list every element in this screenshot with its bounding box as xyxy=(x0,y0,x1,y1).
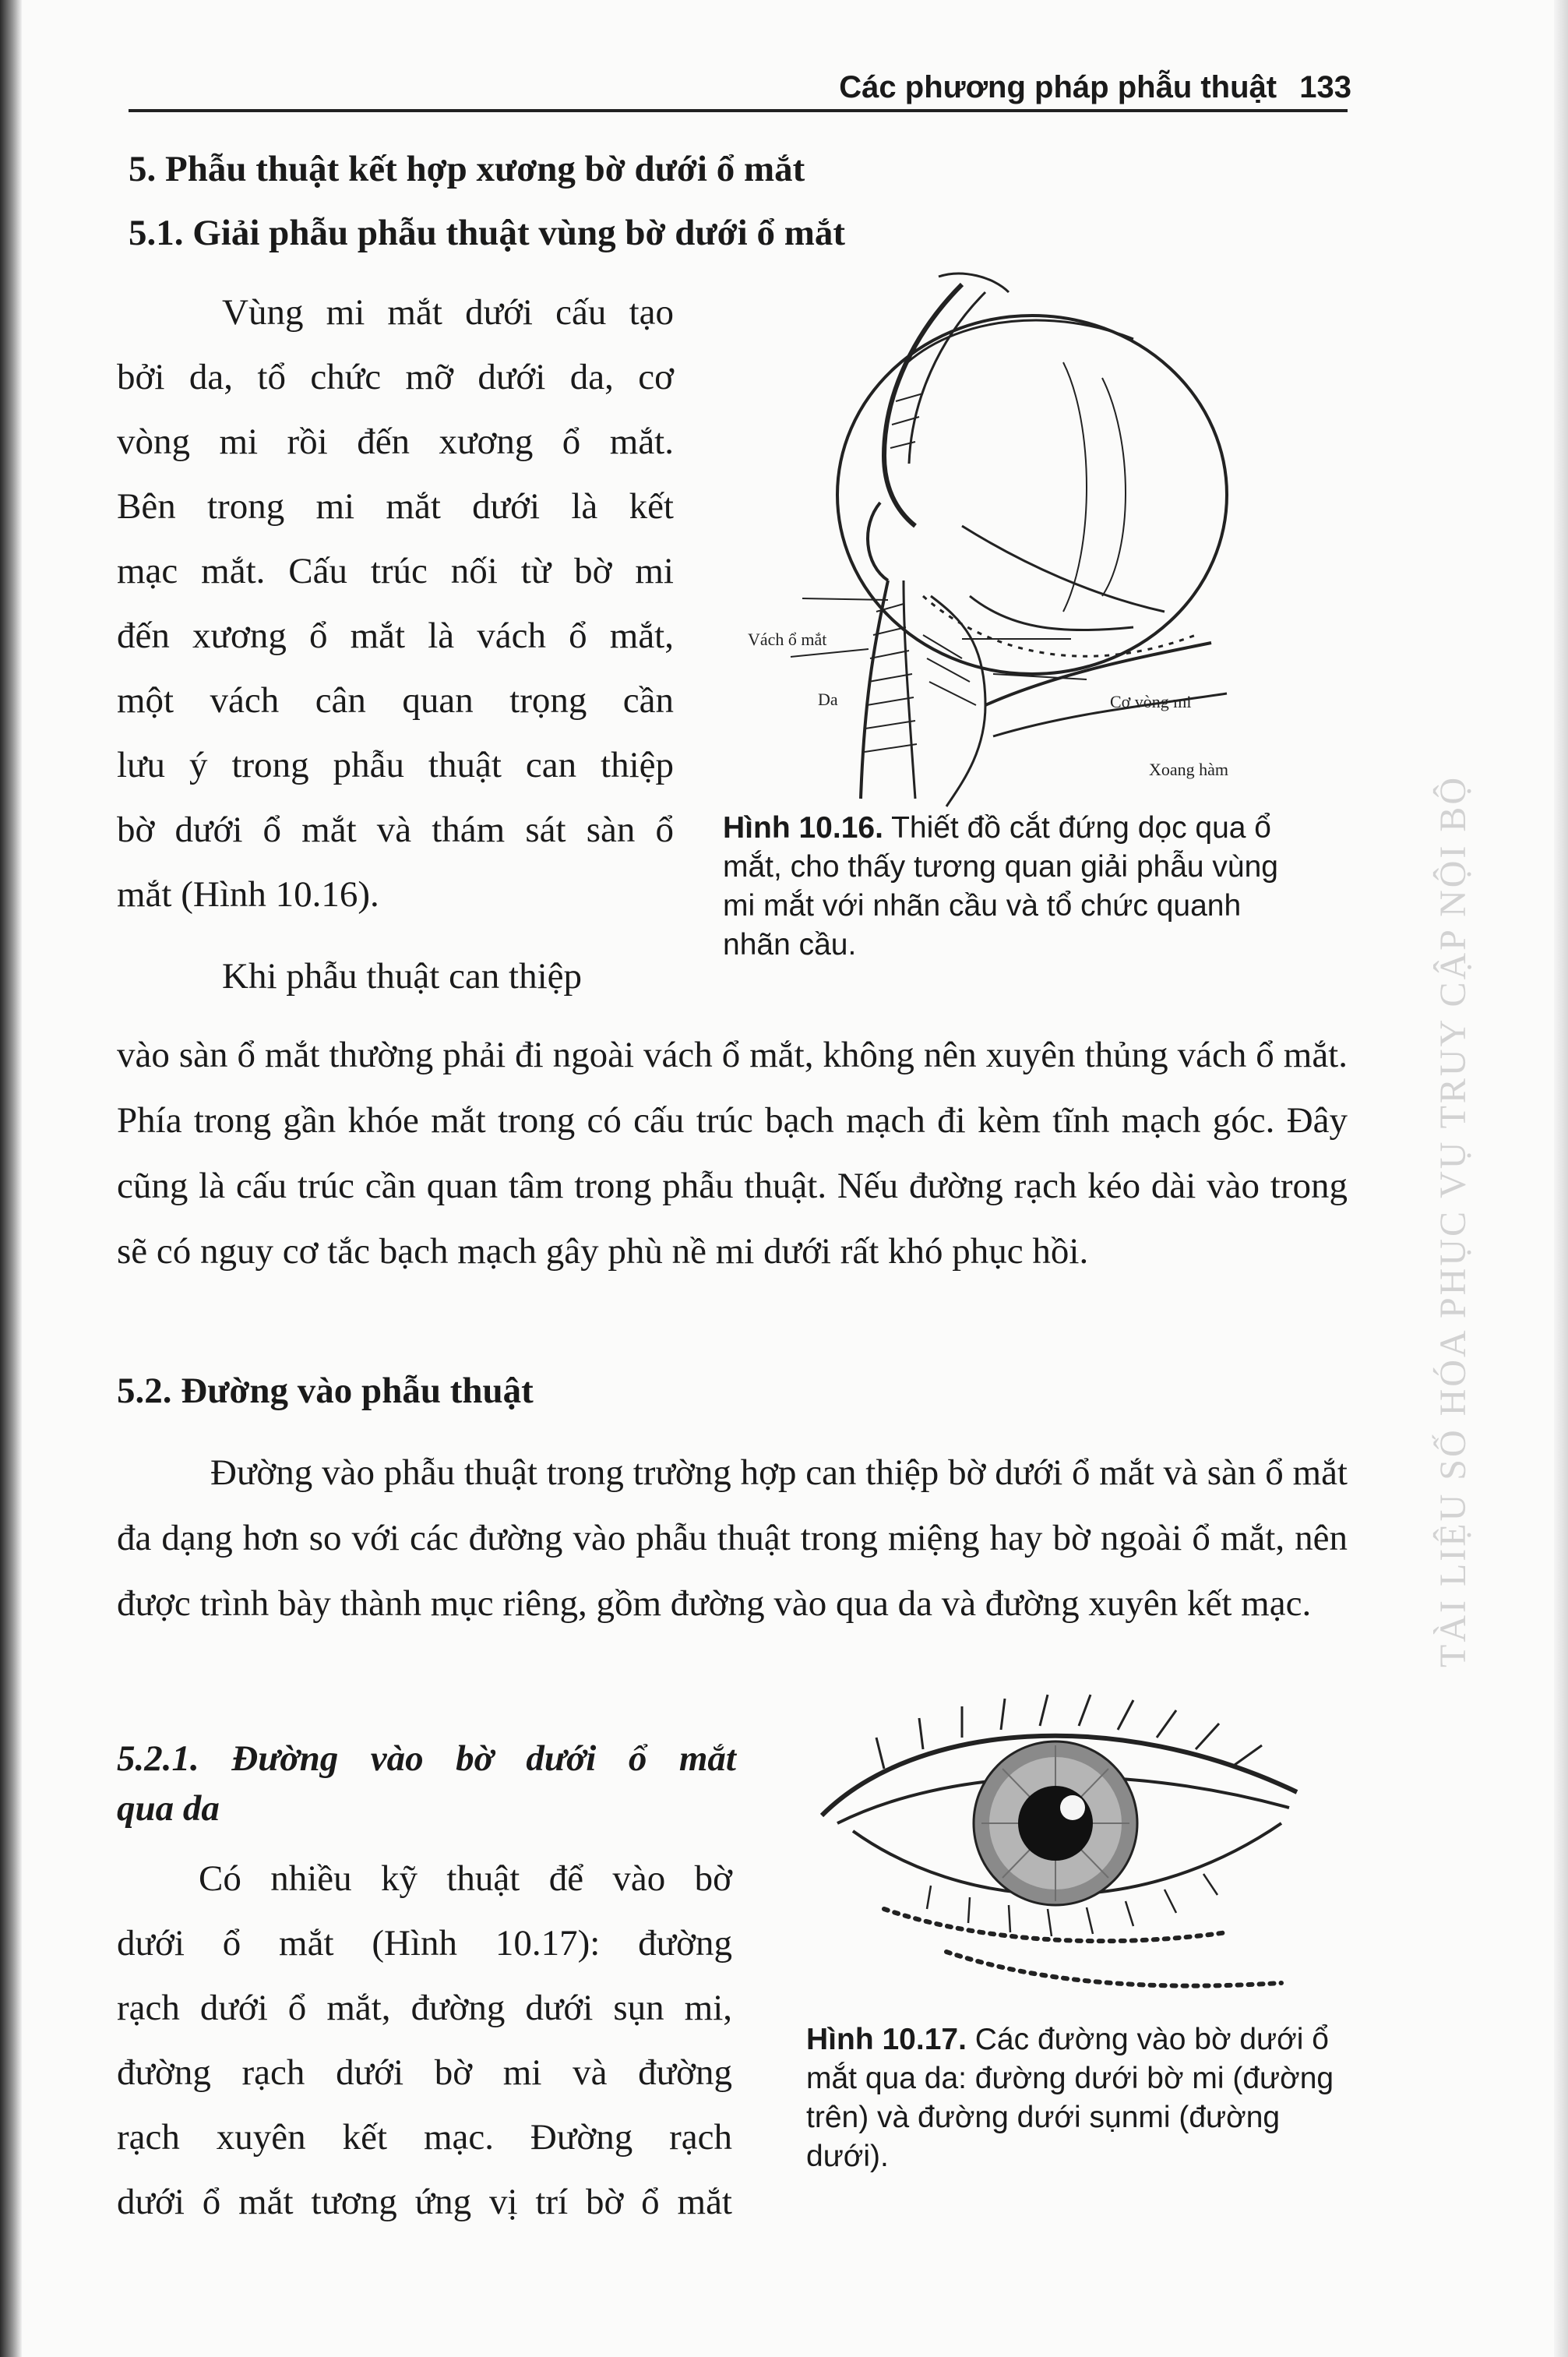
section-5-1-continued: vào sàn ổ mắt thường phải đi ngoài vách ổ mắt, không nên xuyên thủng vách ổ mắt. Phía trong gần khóe mắt trong có cấu trúc bạch mạch đi kèm tĩnh mạch góc. Đây cũng là cấu trúc cần quan tâm trong phẫu thuật. Nếu đường rạch kéo dài vào trong sẽ có nguy cơ tắc bạch mạch gây phù nề mi dưới rất khó phục hồi. xyxy=(117,1035,1348,1272)
caption-text: Các đường vào bờ dưới ổ mắt qua da: đường dưới bờ mi (đường trên) và đường dưới sụnmi (đường dưới). xyxy=(806,2023,1334,2173)
figure-10-17-caption xyxy=(806,2020,1336,2176)
section-5-2-body: Đường vào phẫu thuật trong trường hợp can thiệp bờ dưới ổ mắt và sàn ổ mắt đa dạng hơn so với các đường vào phẫu thuật trong miệng hay bờ ngoài ổ mắt, nên được trình bày thành mục riêng, gồm đường vào qua da và đường xuyên kết mạc. xyxy=(117,1452,1348,1624)
text-line: dưới ổ mắt (Hình 10.17): đường xyxy=(117,1923,732,1964)
section-5-1-title: 5.1. Giải phẫu phẫu thuật vùng bờ dưới ổ mắt xyxy=(129,213,846,253)
text-line: bờ dưới ổ mắt và thám sát sàn ổ xyxy=(117,810,674,850)
text-line: dưới ổ mắt tương ứng vị trí bờ ổ mắt xyxy=(117,2182,732,2222)
text-line: Khi phẫu thuật can thiệp xyxy=(222,956,583,997)
section-5-2-1-title-line: qua da xyxy=(117,1788,220,1829)
label-septum: Vách ổ mắt xyxy=(748,630,827,649)
figure-10-16-caption xyxy=(723,809,1315,965)
figure-10-17-eye-illustration xyxy=(791,1675,1336,2018)
text-line: Bên trong mi mắt dưới là kết xyxy=(117,486,674,527)
caption-text: Thiết đồ cắt đứng dọc qua ổ mắt, cho thấy tương quan giải phẫu vùng mi mắt với nhãn cầu và tổ chức quanh nhãn cầu. xyxy=(723,811,1278,962)
figure-10-16-diagram xyxy=(728,269,1320,814)
text-line: Vùng mi mắt dưới cấu tạo xyxy=(222,292,674,333)
text-line: lưu ý trong phẫu thuật can thiệp xyxy=(117,745,674,785)
running-header xyxy=(0,70,1351,105)
section-5-2-1-title-line: 5.2.1. Đường vào bờ dưới ổ mắt xyxy=(117,1738,736,1779)
text-line: mắt (Hình 10.16). xyxy=(117,874,379,915)
section-5-2-1-body xyxy=(117,1847,732,2235)
text-line: rạch dưới ổ mắt, đường dưới sụn mi, xyxy=(117,1988,732,2028)
section-5-title: 5. Phẫu thuật kết hợp xương bờ dưới ổ mắt xyxy=(129,149,805,189)
text-line: rạch xuyên kết mạc. Đường rạch xyxy=(117,2117,732,2158)
section-5-2-1-title xyxy=(117,1734,736,1833)
label-skin: Da xyxy=(818,690,838,709)
page-number: 133 xyxy=(1299,70,1351,104)
text-line: bởi da, tổ chức mỡ dưới da, cơ xyxy=(117,357,674,397)
text-line: mạc mắt. Cấu trúc nối từ bờ mi xyxy=(117,551,674,591)
label-sinus: Xoang hàm xyxy=(1149,760,1229,779)
page-gutter-shadow xyxy=(0,0,22,2357)
watermark: TÀI LIỆU SỐ HÓA PHỤC VỤ TRUY CẬP NỘI BỘ xyxy=(1432,774,1474,1667)
text-line: đến xương ổ mắt là vách ổ mắt, xyxy=(117,616,674,656)
label-orbicularis: Cơ vòng mi xyxy=(1110,692,1192,711)
section-5-1-body xyxy=(117,281,674,1009)
caption-label: Hình 10.17. xyxy=(806,2023,967,2056)
running-title: Các phương pháp phẫu thuật xyxy=(839,70,1277,104)
text-line: Có nhiều kỹ thuật để vào bờ xyxy=(199,1858,732,1899)
text-line: một vách cân quan trọng cần xyxy=(117,680,674,721)
header-rule xyxy=(129,109,1348,112)
page-edge xyxy=(1554,0,1568,2357)
caption-label: Hình 10.16. xyxy=(723,811,883,845)
text-line: vòng mi rồi đến xương ổ mắt. xyxy=(117,422,674,462)
text-line: đường rạch dưới bờ mi và đường xyxy=(117,2052,732,2093)
section-5-2-title: 5.2. Đường vào phẫu thuật xyxy=(117,1371,534,1411)
